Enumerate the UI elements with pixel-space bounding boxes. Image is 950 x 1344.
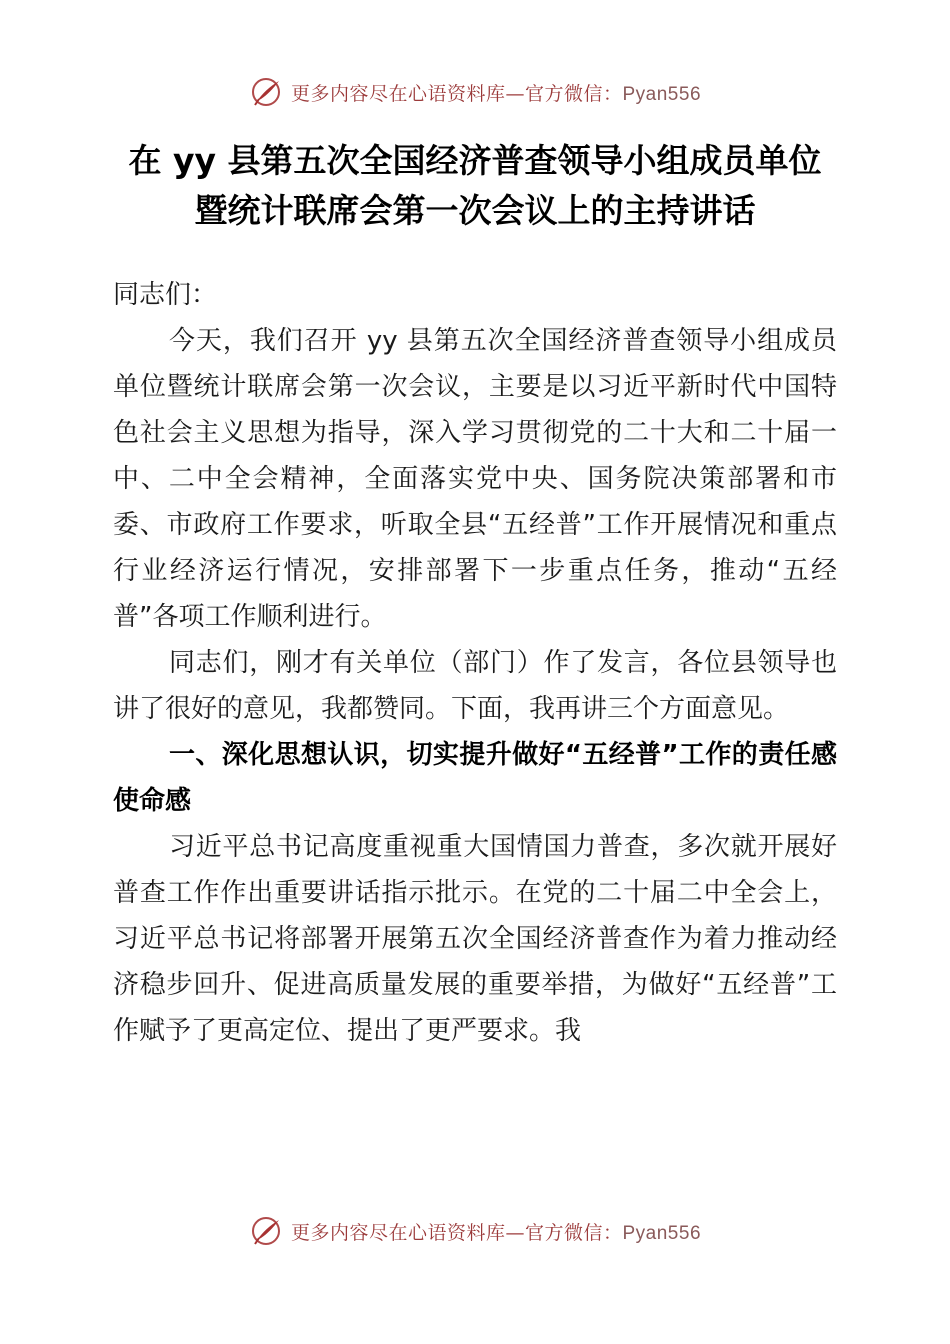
paragraph-1: 今天，我们召开 yy 县第五次全国经济普查领导小组成员单位暨统计联席会第一次会议，主要是以习近平新时代中国特色社会主义思想为指导，深入学习贯彻党的二十大和二十届一中、二中全会精神，全面落实党中央、国务院决策部署和市委、市政府工作要求，听取全县“五经普”工作开展情况和重点行业经济运行情况，安排部署下一步重点任务，推动“五经普”各项工作顺利进行。	[113, 326, 837, 632]
document-body	[113, 272, 837, 1054]
quill-logo-icon	[249, 1214, 283, 1248]
title-line-1: 在 yy 县第五次全国经济普查领导小组成员单位	[128, 141, 822, 180]
watermark-brand: 更多内容尽在心语资料库	[290, 1221, 506, 1244]
watermark-text	[291, 79, 701, 106]
watermark-header	[0, 72, 950, 112]
watermark-text	[291, 1218, 701, 1245]
watermark-dash: —	[505, 1221, 525, 1244]
watermark-account: Pyan556	[622, 83, 702, 105]
section-heading-1: 一、深化思想认识，切实提升做好“五经普”工作的责任感使命感	[113, 740, 837, 816]
document-title	[80, 136, 870, 236]
watermark-dash: —	[505, 82, 525, 105]
salutation: 同志们：	[113, 280, 218, 310]
watermark-brand: 更多内容尽在心语资料库	[290, 82, 506, 105]
paragraph-2: 同志们，刚才有关单位（部门）作了发言，各位县领导也讲了很好的意见，我都赞同。下面，我再讲三个方面意见。	[113, 648, 837, 724]
quill-logo-icon	[249, 75, 283, 109]
title-line-2: 暨统计联席会第一次会议上的主持讲话	[194, 191, 756, 230]
watermark-account: Pyan556	[622, 1222, 702, 1244]
paragraph-3: 习近平总书记高度重视重大国情国力普查，多次就开展好普查工作作出重要讲话指示批示。在党的二十届二中全会上，习近平总书记将部署开展第五次全国经济普查作为着力推动经济稳步回升、促进高质量发展的重要举措，为做好“五经普”工作赋予了更高定位、提出了更严要求。我	[113, 832, 837, 1046]
watermark-label: 官方微信：	[524, 1221, 623, 1244]
watermark-label: 官方微信：	[524, 82, 623, 105]
watermark-footer	[0, 1211, 950, 1251]
